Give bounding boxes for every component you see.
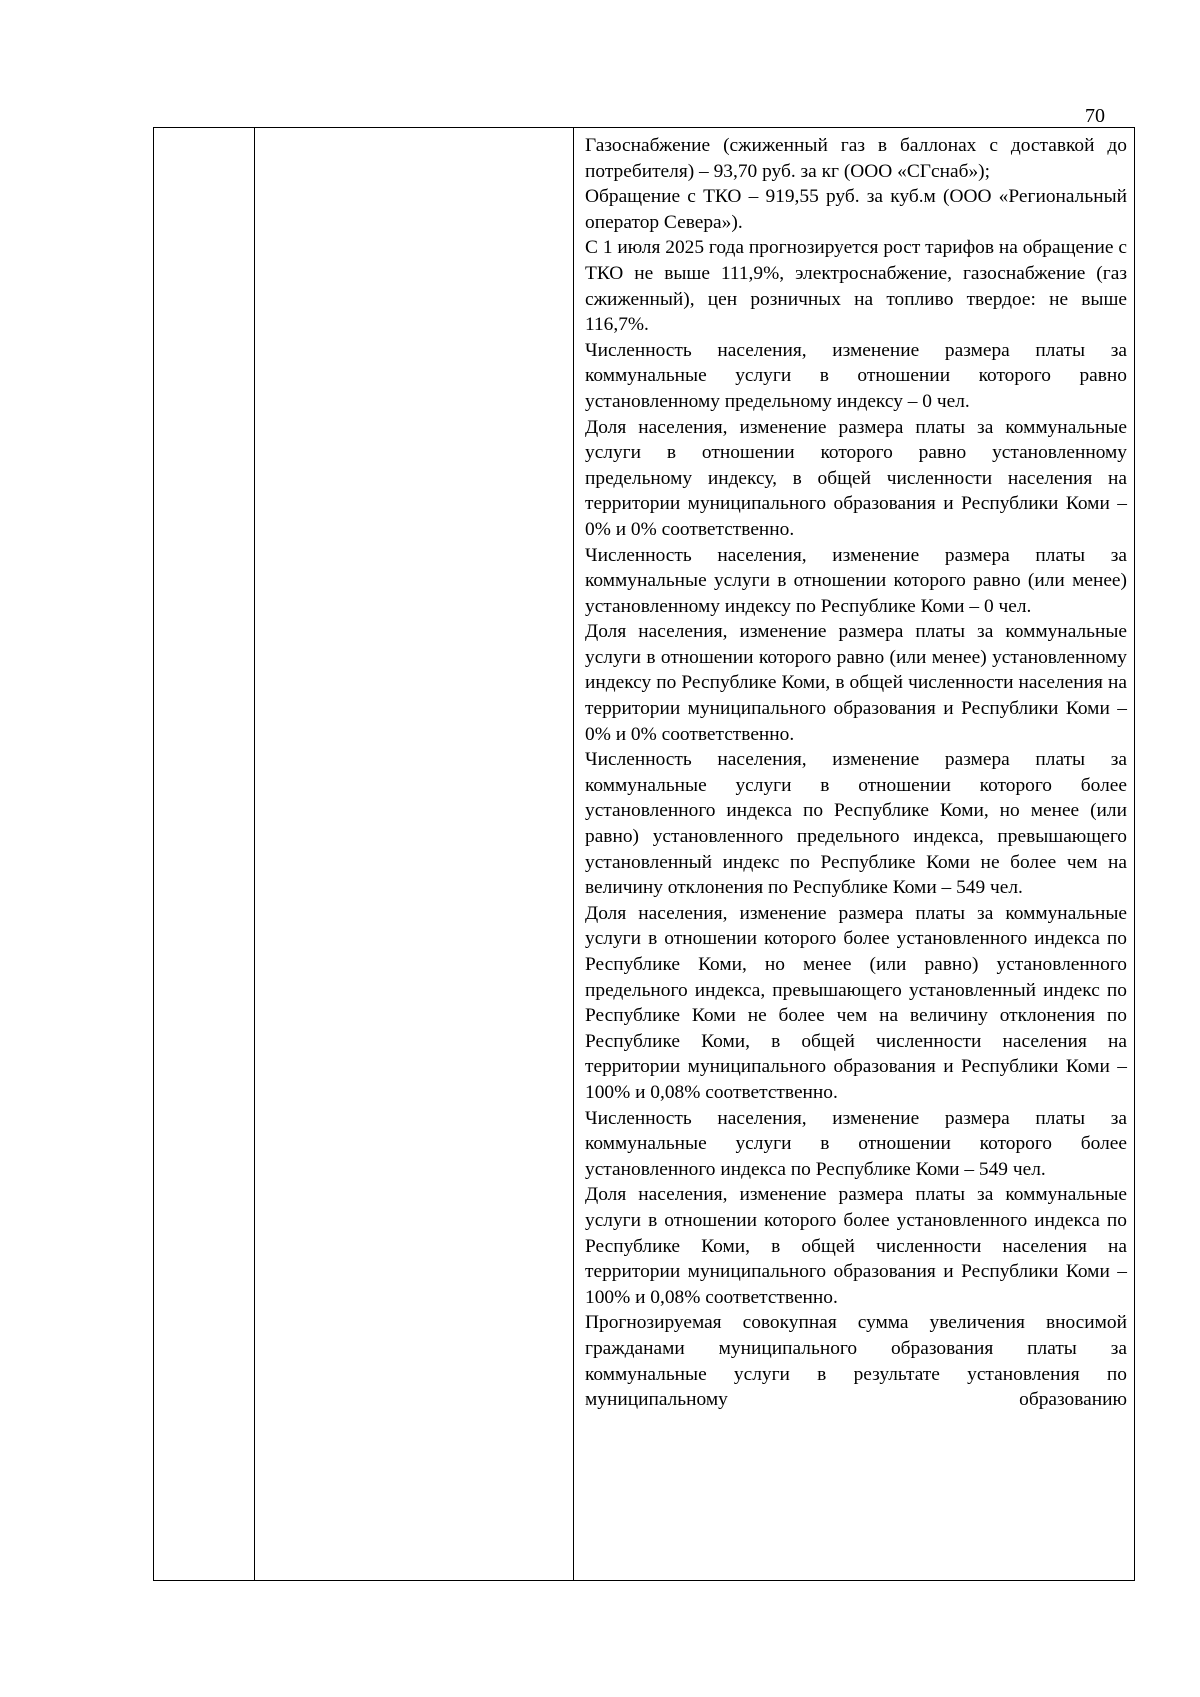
paragraph-gas-supply: Газоснабжение (сжиженный газ в баллонах с доставкой до потребителя) – 93,70 руб. за кг (ООО «СГснаб»); [585, 135, 1127, 182]
paragraph-population-more-than-index: Численность населения, изменение размера платы за коммунальные услуги в отношении которого более установленного индекса по Республике Коми – 549 чел. [585, 1107, 1127, 1180]
cell-text-block [574, 128, 1134, 1413]
paragraph-tariff-forecast: С 1 июля 2025 года прогнозируется рост тарифов на обращение с ТКО не выше 111,9%, электроснабжение, газоснабжение (газ сжиженный), цен розничных на топливо твердое: не выше 116,7%. [585, 237, 1127, 336]
paragraph-share-more-than-index: Доля населения, изменение размера платы за коммунальные услуги в отношении которого более установленного индекса по Республике Коми, в общей численности населения на территории муниципального образования и Республики Коми – 100% и 0,08% соответственно. [585, 1184, 1127, 1308]
paragraph-population-limit-index: Численность населения, изменение размера платы за коммунальные услуги в отношении которого равно установленному предельному индексу – 0 чел. [585, 339, 1127, 412]
paragraph-share-above-index: Доля населения, изменение размера платы за коммунальные услуги в отношении которого более установленного индекса по Республике Коми, но менее (или равно) установленного предельного индекса, превышающего установленный индекс по Республике Коми не более чем на величину отклонения по Республике Коми, в общей численности населения на территории муниципального образования и Республики Коми – 100% и 0,08% соответственно. [585, 902, 1127, 1103]
paragraph-share-komi-index: Доля населения, изменение размера платы за коммунальные услуги в отношении которого равно (или менее) установленному индексу по Республике Коми, в общей численности населения на территории муниципального образования и Республики Коми – 0% и 0% соответственно. [585, 621, 1127, 745]
paragraph-population-komi-index: Численность населения, изменение размера платы за коммунальные услуги в отношении которого равно (или менее) установленному индексу по Республике Коми – 0 чел. [585, 544, 1127, 617]
page-number: 70 [1085, 105, 1105, 127]
paragraph-share-limit-index: Доля населения, изменение размера платы за коммунальные услуги в отношении которого равно установленному предельному индексу, в общей численности населения на территории муниципального образования и Республики Коми – 0% и 0% соответственно. [585, 416, 1127, 540]
paragraph-forecast-sum: Прогнозируемая совокупная сумма увеличения вносимой гражданами муниципального образования платы за коммунальные услуги в результате установления по муниципальному образованию [585, 1312, 1127, 1411]
table-cell-col3 [574, 128, 1135, 1581]
table-cell-col1 [154, 128, 255, 1581]
table-cell-col2 [255, 128, 574, 1581]
document-table [153, 127, 1135, 1581]
paragraph-waste-handling: Обращение с ТКО – 919,55 руб. за куб.м (ООО «Региональный оператор Севера»). [585, 186, 1127, 233]
paragraph-population-above-index: Численность населения, изменение размера платы за коммунальные услуги в отношении которого более установленного индекса по Республике Коми, но менее (или равно) установленного предельного индекса, превышающего установленный индекс по Республике Коми не более чем на величину отклонения по Республике Коми – 549 чел. [585, 749, 1127, 899]
table-row [154, 128, 1135, 1581]
